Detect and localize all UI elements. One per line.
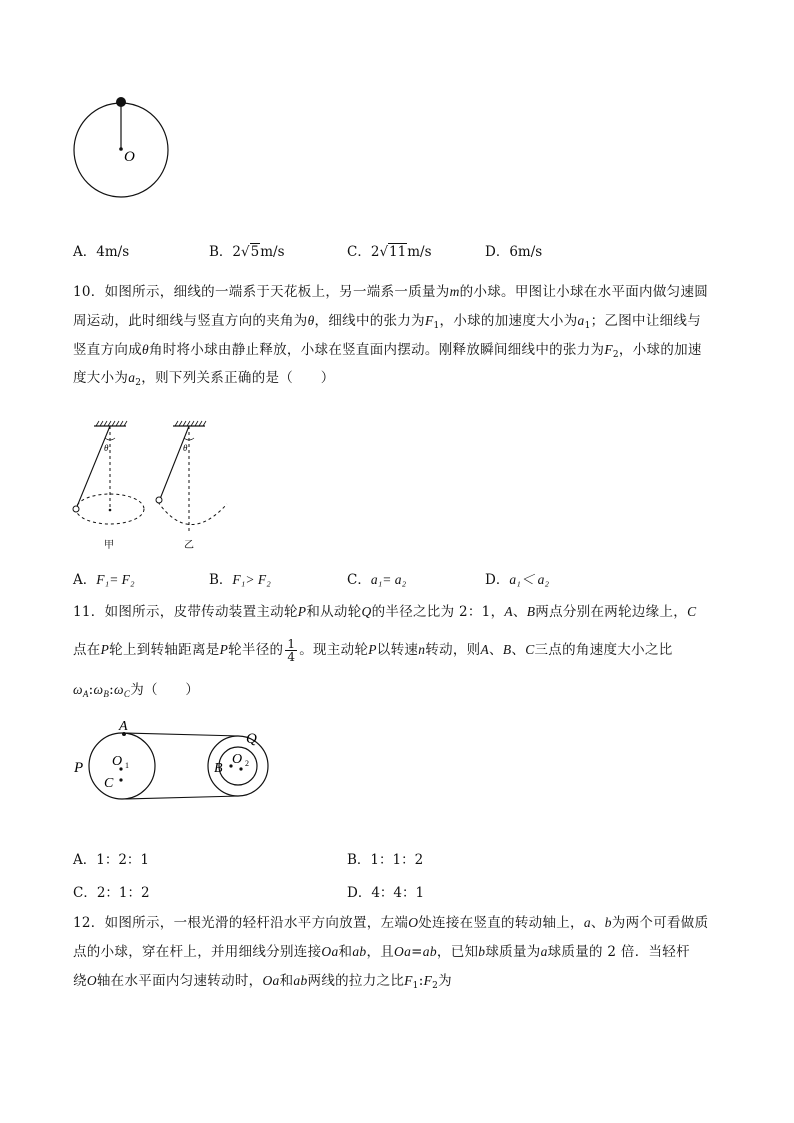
option-text: 6m/s <box>509 244 543 260</box>
q10-option-c[interactable]: C．a₁= a₂ <box>347 572 407 588</box>
option-radicand: 11 <box>389 244 407 260</box>
q10-line-2: 周运动，此时细线与竖直方向的夹角为θ，细线中的张力为$F_1$，小球的加速度大小为$a_1$；乙图中让细线与 <box>73 313 702 331</box>
option-unit: m/s <box>260 244 285 260</box>
q11-line-2: 点在P轮上到转轴距离是P轮半径的 $\frac{1}{4}$ 。现主动轮P以转速n转动，则A、B、C三点的角速度大小之比 <box>73 637 673 664</box>
q10-option-d[interactable]: D．a₁＜ a₂ <box>485 572 550 588</box>
sqrt-icon: √ <box>379 244 389 260</box>
option-coef: 2 <box>232 244 242 260</box>
q11-line-3: $\omega_A:\omega_B:\omega_C$为（ ） <box>73 682 200 699</box>
option-letter: D． <box>485 244 510 260</box>
svg-text:2: 2 <box>245 759 249 768</box>
fig-label-right: 乙 <box>184 540 194 551</box>
q9-option-a[interactable] <box>73 242 129 262</box>
q10-line-4: 度大小为$a_2$，则下列关系正确的是（ ） <box>73 370 335 388</box>
q11-option-b[interactable]: B．1：1：2 <box>347 852 424 868</box>
pendulum-figure <box>62 418 252 558</box>
label-A: A <box>119 719 128 734</box>
svg-text:θ: θ <box>104 443 109 453</box>
circle-center-label: O <box>124 149 135 165</box>
fraction-one-quarter: $\frac{1}{4}$ <box>287 637 296 664</box>
label-O1: O <box>112 754 123 769</box>
option-coef: 2 <box>370 244 380 260</box>
q10-line-1: 10．如图所示，细线的一端系于天花板上，另一端系一质量为m的小球。甲图让小球在水平面内做匀速圆 <box>73 284 709 300</box>
q12-line-1: 12．如图所示，一根光滑的轻杆沿水平方向放置，左端O处连接在竖直的转动轴上，a、b为两个可看做质 <box>73 915 709 931</box>
option-unit: m/s <box>407 244 432 260</box>
circle-figure <box>70 95 180 205</box>
option-text: 4m/s <box>96 244 130 260</box>
q9-option-c[interactable] <box>347 242 432 262</box>
q11-option-c[interactable]: C．2：1：2 <box>73 885 150 901</box>
q9-option-b[interactable] <box>209 242 285 262</box>
option-letter: A． <box>73 244 97 260</box>
option-radicand: 5 <box>250 244 260 260</box>
fig-label-left: 甲 <box>104 540 114 551</box>
label-P: P <box>74 760 84 776</box>
sqrt-icon: √ <box>241 244 250 260</box>
option-letter: C． <box>347 244 371 260</box>
svg-text:1: 1 <box>125 761 129 770</box>
q11-line-1: 11．如图所示，皮带传动装置主动轮P和从动轮Q的半径之比为 2：1，A、B两点分别在两轮边缘上，C <box>73 604 697 620</box>
q12-line-2: 点的小球，穿在杆上，并用细线分别连接Oa和ab，且Oa=ab，已知b球质量为a球质量的 2 倍．当轻杆 <box>73 944 690 960</box>
q11-option-a[interactable]: A．1：2：1 <box>73 852 150 868</box>
label-B: B <box>214 761 223 776</box>
q10-line-3: 竖直方向成θ角时将小球由静止释放，小球在竖直面内摆动。刚释放瞬间细线中的张力为$F_2$，小球的加速 <box>73 342 702 360</box>
option-letter: B． <box>209 244 233 260</box>
label-Q: Q <box>246 731 257 747</box>
q11-option-d[interactable]: D．4：4：1 <box>347 885 425 901</box>
belt-drive-figure <box>70 718 290 818</box>
label-C: C <box>104 776 114 791</box>
q9-option-d[interactable] <box>485 242 542 262</box>
label-O2: O <box>232 752 243 767</box>
q10-option-b[interactable]: B．F₁> F₂ <box>209 572 271 588</box>
q12-line-3: 绕O轴在水平面内匀速转动时，Oa和ab两线的拉力之比$F_1:F_2$为 <box>73 973 452 991</box>
svg-text:θ: θ <box>183 443 188 453</box>
q10-option-a[interactable]: A．F₁= F₂ <box>73 572 135 588</box>
